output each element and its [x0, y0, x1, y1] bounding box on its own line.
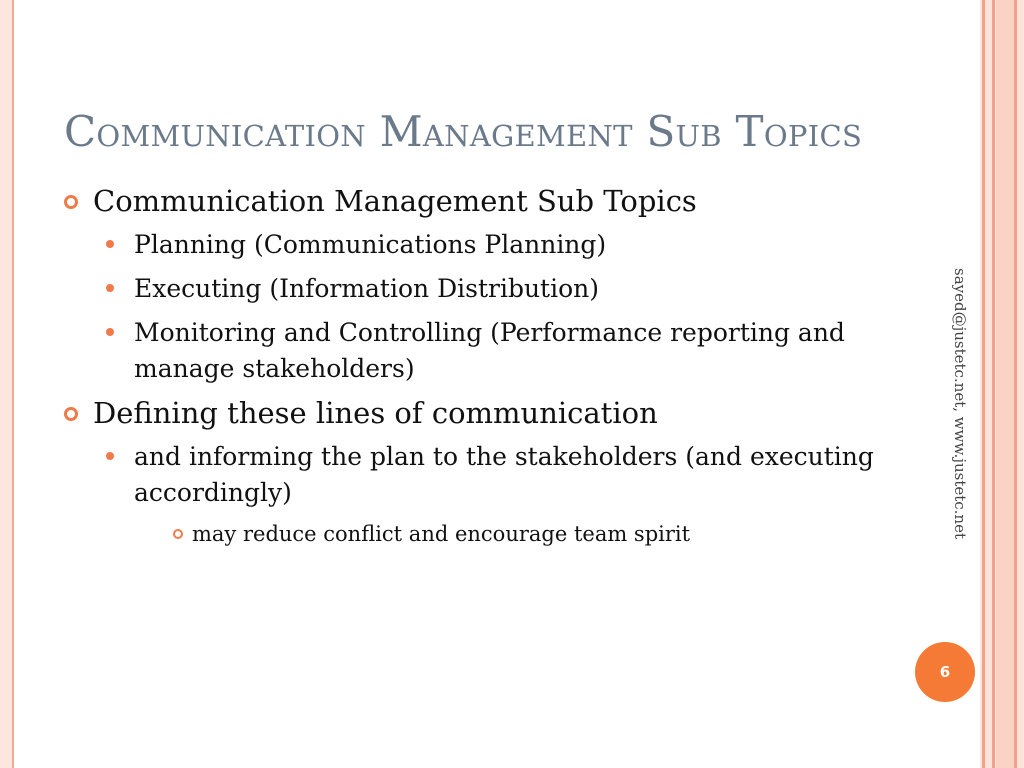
sub-bullet-text: Planning (Communications Planning) — [134, 230, 607, 259]
ring-bullet-icon — [64, 407, 78, 421]
page-number: 6 — [939, 663, 951, 681]
dot-bullet-icon — [106, 328, 114, 336]
sub-bullet-text: Executing (Information Distribution) — [134, 274, 599, 303]
ring-bullet-icon — [64, 195, 78, 209]
dot-bullet-icon — [106, 452, 114, 460]
sub-bullet-item — [93, 315, 884, 387]
sub-bullet-text: and informing the plan to the stakeholders (and executing accordingly) — [134, 442, 874, 507]
left-border-line — [12, 0, 14, 768]
sub-bullet-list — [93, 227, 884, 387]
slide-title: Communication Management Sub Topics — [64, 107, 863, 156]
bullet-text: Communication Management Sub Topics — [93, 184, 697, 218]
ring-bullet-icon — [173, 529, 183, 539]
side-contact-text: sayed@justetc.net, www.justetc.net — [951, 268, 969, 539]
right-border-line — [982, 0, 985, 768]
right-border-line — [992, 0, 995, 768]
left-border-decoration — [0, 0, 12, 768]
bullet-item — [64, 395, 884, 549]
dot-bullet-icon — [106, 240, 114, 248]
sub-bullet-list — [93, 439, 884, 511]
slide-content — [64, 183, 884, 549]
sub-bullet-item — [93, 439, 884, 511]
sub-sub-bullet-text: may reduce conflict and encourage team spirit — [192, 522, 691, 546]
sub-bullet-item — [93, 271, 884, 307]
bullet-text: Defining these lines of communication — [93, 396, 658, 430]
sub-bullet-item — [93, 227, 884, 263]
sub-bullet-text: Monitoring and Controlling (Performance reporting and manage stakeholders) — [134, 318, 845, 383]
sub-sub-bullet-item — [93, 519, 884, 549]
page-number-badge — [915, 642, 975, 702]
bullet-item — [64, 183, 884, 387]
right-border-fill — [996, 0, 1014, 768]
dot-bullet-icon — [106, 284, 114, 292]
right-border-line — [1014, 0, 1017, 768]
